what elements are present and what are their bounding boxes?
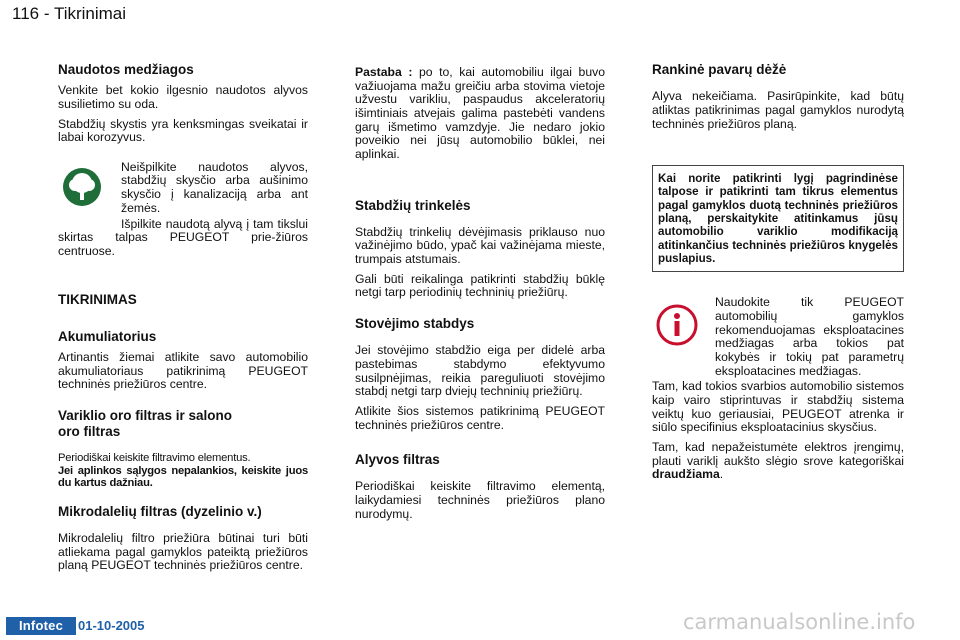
watermark: carmanualsonline.info <box>683 610 916 634</box>
note-paragraph <box>355 66 605 162</box>
oil-filter-text: Periodiškai keiskite filtravimo elementą, laikydamiesi techninės priežiūros plano nurodymų. <box>355 479 605 521</box>
info-note-text-3 <box>652 441 904 482</box>
air-filter-warning: Jei aplinkos sąlygos nepalankios, keiskite juos du kartus dažniau. <box>58 464 308 490</box>
gearbox-text: Alyva nekeičiama. Pasirūpinkite, kad būtų atliktas patikrinimas pagal gamyklos nurodytą techninės priežiūros planą. <box>652 89 904 131</box>
environment-note-text-1: Neišpilkite naudotos alyvos, stabdžių skysčio arba aušinimo skysčio į kanalizaciją arba ant žemės. <box>121 159 308 215</box>
note-label: Pastaba : <box>355 65 413 79</box>
page-number: 116 <box>12 4 40 23</box>
brake-pads-text-2: Gali būti reikalinga patikrinti stabdžių būklę netgi tarp periodinių techninių priežiūrų. <box>355 271 605 300</box>
tree-icon <box>62 167 102 207</box>
info-note-text-3-bold: draudžiama <box>652 467 720 482</box>
info-note-text-2: Tam, kad tokios svarbios automobilio sistemos kaip vairo stiprintuvas ir stabdžių sistema veiktų kuo geriausiai, PEUGEOT atrenka ir siūlo specifinius eksploatacinius skysčius. <box>652 379 904 435</box>
air-filter-heading-line-2: oro filtras <box>58 424 121 440</box>
brake-pads-text-1: Stabdžių trinkelių dėvėjimasis priklauso nuo važinėjimo būdo, ypač kai važinėjama mieste, trumpais atstumais. <box>355 224 605 267</box>
used-materials-text-2: Stabdžių skystis yra kenksmingas sveikatai ir labai korozyvus. <box>58 116 308 145</box>
page-title: Tikrinimai <box>53 4 127 23</box>
particle-filter-text: Mikrodalelių filtro priežiūra būtinai turi būti atliekama pagal gamyklos pateiktą priežiūros planą PEUGEOT techninės priežiūros centre. <box>58 531 308 573</box>
column-middle <box>355 66 605 527</box>
air-filter-text: Periodiškai keiskite filtravimo elementus. <box>58 452 251 465</box>
section-title: TIKRINIMAS <box>58 291 137 307</box>
column-right <box>652 62 904 488</box>
gearbox-heading: Rankinė pavarų dėžė <box>652 62 787 77</box>
air-filter-heading <box>58 408 308 440</box>
info-icon <box>656 304 698 346</box>
environment-note-text-2: Išpilkite naudotą alyvą į tam tikslui skirtas talpas PEUGEOT prie-žiūros centruose. <box>58 216 308 259</box>
used-materials-text-1: Venkite bet kokio ilgesnio naudotos alyvos susilietimo su oda. <box>58 83 308 111</box>
parking-brake-text-1: Jei stovėjimo stabdžio eiga per didelė arba pastebimas stabdymo efektyvumo susilpnėjimas, reikia pareguliuoti stovėjimo stabdį netgi tarp dviejų techninių priežiūrų. <box>355 343 605 399</box>
environment-note <box>58 161 308 276</box>
header-separator: - <box>43 4 50 23</box>
parking-brake-heading: Stovėjimo stabdys <box>355 316 475 332</box>
particle-filter-heading: Mikrodalelių filtras (dyzelinio v.) <box>58 503 262 519</box>
note-text: po to, kai automobiliu ilgai buvo važiuojama mažu greičiu arba stovima vietoje užvestu varikliu, paspaudus akceleratorių išimtiniais atvejais galima pastebėti vandens garų išmetimo vamzdyje. Jie nedaro jokio poveikio nei jūsų automobilio būklei, nei aplinkai. <box>355 65 605 161</box>
column-left <box>58 62 308 579</box>
info-note-text-3-main: Tam, kad nepažeistumėte elektros įrengimų, plauti variklį aukšto slėgio srove kategoriškai <box>652 440 904 468</box>
maintenance-boxed-note: Kai norite patikrinti lygį pagrindinėse talpose ir patikrinti tam tikrus elementus pagal gamyklos duotą techninės priežiūros planą, perskaitykite atitinkamus jūsų automobilio variklio modifikaciją atitinkančius techninės priežiūros knygelės puslapius. <box>652 165 904 272</box>
battery-heading: Akumuliatorius <box>58 328 157 344</box>
battery-text: Artinantis žiemai atlikite savo automobilio akumuliatoriaus patikrinimą PEUGEOT techninės priežiūros centre. <box>58 350 308 392</box>
used-materials-heading: Naudotos medžiagos <box>58 62 194 77</box>
infotec-badge: Infotec <box>6 617 76 635</box>
brake-pads-heading: Stabdžių trinkelės <box>355 197 471 213</box>
footer-date: 01-10-2005 <box>78 618 145 633</box>
page-header <box>12 4 126 24</box>
info-note-text-3-end: . <box>719 467 724 482</box>
air-filter-heading-line-1: Variklio oro filtras ir salono <box>58 407 233 423</box>
info-note-text-1: Naudokite tik PEUGEOT automobilių gamyklos rekomenduojamas eksploatacines medžiagas arba tokios pat kokybės ir tokių pat parametrų eksploatacines medžiagas. <box>715 295 904 378</box>
info-note <box>652 296 904 380</box>
parking-brake-text-2: Atlikite šios sistemos patikrinimą PEUGEOT techninės priežiūros centre. <box>355 403 605 432</box>
oil-filter-heading: Alyvos filtras <box>355 452 440 468</box>
